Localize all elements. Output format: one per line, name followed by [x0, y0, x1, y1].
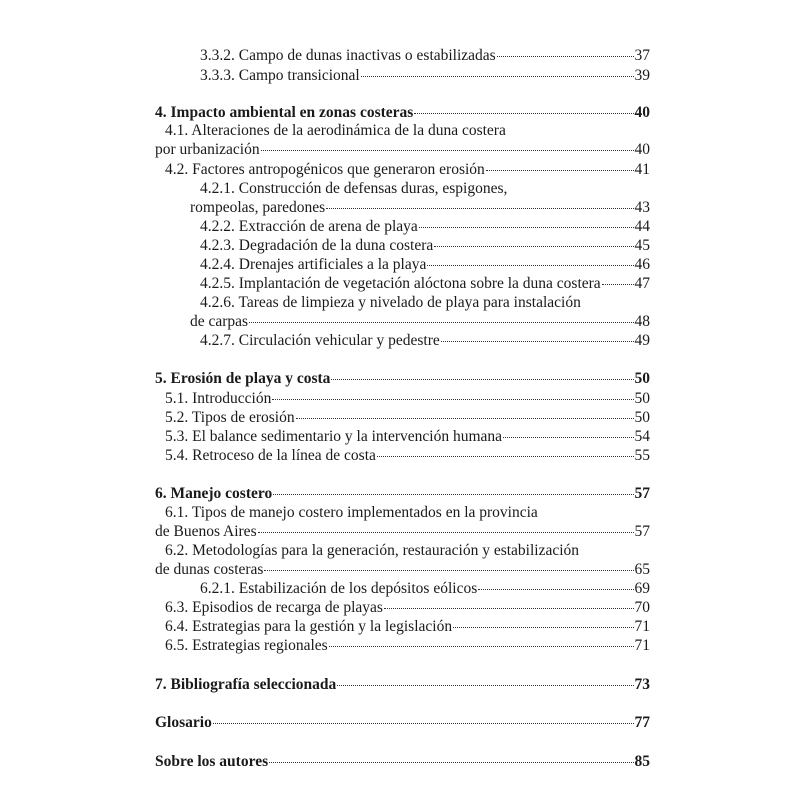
toc-entry-first-line: 6.1. Tipos de manejo costero implementados en la provincia	[165, 504, 538, 521]
dot-leader	[453, 626, 633, 628]
toc-page-number: 50	[634, 370, 650, 387]
toc-entry-title: 5. Erosión de playa y costa	[155, 370, 331, 387]
toc-page-number: 57	[634, 523, 650, 540]
toc-page-number: 55	[634, 447, 650, 464]
toc-entry-title: 4.2. Factores antropogénicos que generaron erosión	[165, 161, 485, 178]
dot-leader	[503, 436, 633, 438]
toc-entry-title: 6. Manejo costero	[155, 485, 273, 502]
toc-page-number: 57	[634, 485, 650, 502]
dot-leader	[264, 569, 633, 571]
toc-entry-title: 7. Bibliografía seleccionada	[155, 676, 337, 693]
dot-leader	[329, 645, 634, 647]
toc-page-number: 77	[634, 714, 650, 731]
toc-entry-title: rompeolas, paredones	[190, 199, 326, 216]
toc-entry-title: Glosario	[155, 714, 212, 731]
toc-page-number: 43	[634, 199, 650, 216]
toc-page-number: 44	[634, 218, 650, 235]
dot-leader	[414, 112, 633, 114]
toc-entry-title: 6.4. Estrategias para la gestión y la legislación	[165, 618, 453, 635]
toc-page-number: 65	[634, 561, 650, 578]
toc-entry-first-line: 4.1. Alteraciones de la aerodinámica de la duna costera	[165, 122, 506, 139]
toc-page-number: 45	[634, 237, 650, 254]
toc-entry-title: de Buenos Aires	[155, 523, 257, 540]
dot-leader	[478, 588, 633, 590]
toc-page-number: 40	[634, 104, 650, 121]
toc-page-number: 73	[634, 676, 650, 693]
toc-entry-title: 4. Impacto ambiental en zonas costeras	[155, 104, 414, 121]
toc-page-number: 50	[634, 409, 650, 426]
dot-leader	[258, 531, 634, 533]
dot-leader	[486, 169, 634, 171]
toc-entry-title: Sobre los autores	[155, 753, 269, 770]
toc-page-number: 46	[634, 256, 650, 273]
toc-page-number: 70	[634, 599, 650, 616]
dot-leader	[361, 75, 634, 77]
toc-page-number: 49	[634, 332, 650, 349]
dot-leader	[434, 245, 633, 247]
toc-entry-title: 4.2.4. Drenajes artificiales a la playa	[200, 256, 427, 273]
toc-page-number: 50	[634, 390, 650, 407]
toc-entry-title: de carpas	[190, 313, 249, 330]
toc-entry-title: 5.1. Introducción	[165, 390, 272, 407]
toc-entry-title: por urbanización	[155, 141, 260, 158]
toc-entry-title: 6.2.1. Estabilización de los depósitos eólicos	[200, 580, 478, 597]
toc-entry-first-line: 4.2.6. Tareas de limpieza y nivelado de playa para instalación	[200, 294, 581, 311]
toc-entry-title: 6.3. Episodios de recarga de playas	[165, 599, 383, 616]
toc-entry-title: 4.2.7. Circulación vehicular y pedestre	[200, 332, 440, 349]
toc-page-number: 69	[634, 580, 650, 597]
toc-entry-title: 3.3.3. Campo transicional	[200, 67, 360, 84]
toc-entry-first-line: 4.2.1. Construcción de defensas duras, espigones,	[200, 180, 508, 197]
toc-page-number: 71	[634, 618, 650, 635]
toc-entry-title: 4.2.5. Implantación de vegetación alóctona sobre la duna costera	[200, 275, 601, 292]
dot-leader	[273, 493, 633, 495]
toc-page-number: 71	[634, 637, 650, 654]
toc-page-number: 54	[634, 428, 650, 445]
toc-page-number: 40	[634, 141, 650, 158]
toc-page-number: 47	[634, 275, 650, 292]
toc-page-number: 48	[634, 313, 650, 330]
dot-leader	[427, 264, 633, 266]
toc-entry-title: 6.5. Estrategias regionales	[165, 637, 328, 654]
dot-leader	[419, 226, 634, 228]
dot-leader	[384, 607, 634, 609]
dot-leader	[602, 283, 634, 285]
toc-entry-title: 4.2.2. Extracción de arena de playa	[200, 218, 418, 235]
dot-leader	[269, 761, 633, 763]
dot-leader	[249, 321, 633, 323]
toc-entry-title: 5.2. Tipos de erosión	[165, 409, 295, 426]
dot-leader	[296, 417, 634, 419]
dot-leader	[326, 207, 633, 209]
toc-page-number: 39	[634, 67, 650, 84]
toc-entry-title: 5.4. Retroceso de la línea de costa	[165, 447, 376, 464]
toc-entry-title: 5.3. El balance sedimentario y la intervención humana	[165, 428, 503, 445]
toc-entry-title: de dunas costeras	[155, 561, 264, 578]
dot-leader	[261, 149, 634, 151]
dot-leader	[497, 55, 634, 57]
dot-leader	[213, 722, 634, 724]
dot-leader	[441, 340, 634, 342]
dot-leader	[272, 398, 633, 400]
toc-entry-first-line: 6.2. Metodologías para la generación, restauración y estabilización	[165, 542, 580, 559]
dot-leader	[377, 455, 634, 457]
toc-entry-title: 4.2.3. Degradación de la duna costera	[200, 237, 434, 254]
dot-leader	[331, 378, 633, 380]
toc-page-number: 85	[634, 753, 650, 770]
toc-entry-title: 3.3.2. Campo de dunas inactivas o estabilizadas	[200, 47, 496, 64]
toc-page-number: 41	[634, 161, 650, 178]
dot-leader	[337, 684, 633, 686]
toc-page-number: 37	[634, 47, 650, 64]
